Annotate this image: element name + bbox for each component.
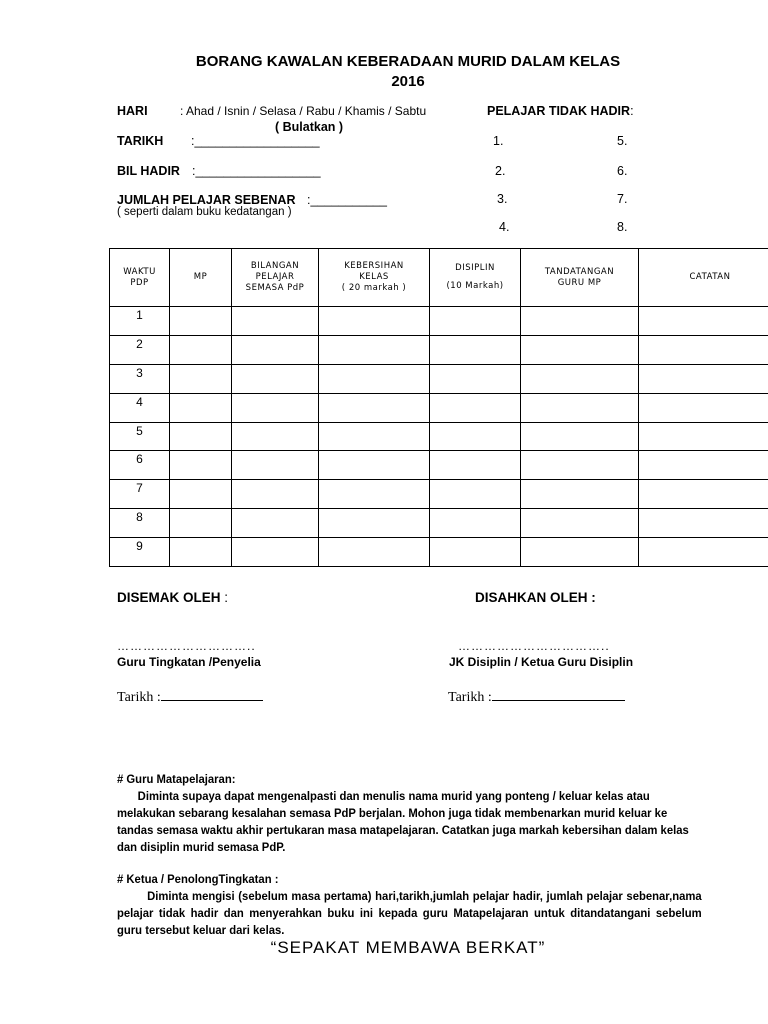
table-row (110, 336, 768, 365)
motto: “SEPAKAT MEMBAWA BERKAT” (270, 938, 546, 957)
guru-notes (117, 771, 702, 856)
cell-input[interactable] (521, 509, 639, 538)
cell-input[interactable] (430, 336, 521, 365)
disemak-label: DISEMAK OLEH : (117, 590, 229, 605)
guru-tingkatan-role: Guru Tingkatan /Penyelia (117, 655, 261, 669)
cell-input[interactable] (232, 365, 319, 394)
cell-input[interactable] (319, 451, 430, 480)
table-row (110, 365, 768, 394)
ketua-text: Diminta mengisi (sebelum masa pertama) hari,tarikh,jumlah pelajar hadir, jumlah pelajar sebenar,nama pelajar tidak hadir dan menyerahkan buku ini kepada guru Matapelajaran untuk ditandatangani sebelum guru tersebut keluar dari kelas. (117, 889, 702, 937)
absent-number: 2. (495, 164, 506, 178)
tarikh-right: Tarikh : (448, 688, 625, 706)
cell-input[interactable] (430, 480, 521, 509)
period-number: 4 (110, 394, 170, 423)
cell-input[interactable] (639, 509, 768, 538)
guru-text: Diminta supaya dapat mengenalpasti dan menulis nama murid yang ponteng / keluar kelas atau melakukan sebarang kesalahan semasa PdP berjalan. Mohon juga tidak membenarkan murid keluar ke tandas semasa waktu akhir pertukaran masa matapelajaran. Catatkan juga markah kebersihan dalam kelas dan disiplin murid semasa PdP. (117, 789, 689, 854)
col-header-catatan: CATATAN (639, 249, 768, 307)
cell-input[interactable] (430, 451, 521, 480)
seperti-note: ( seperti dalam buku kedatangan ) (117, 206, 292, 218)
cell-input[interactable] (232, 480, 319, 509)
cell-input[interactable] (170, 423, 232, 451)
absent-number: 4. (499, 220, 510, 234)
cell-input[interactable] (170, 336, 232, 365)
cell-input[interactable] (232, 336, 319, 365)
cell-input[interactable] (319, 365, 430, 394)
form-title: BORANG KAWALAN KEBERADAAN MURID DALAM KELAS (195, 53, 621, 70)
attendance-table (109, 248, 768, 567)
period-number: 9 (110, 538, 170, 567)
cell-input[interactable] (639, 394, 768, 423)
table-row (110, 394, 768, 423)
cell-input[interactable] (521, 480, 639, 509)
disahkan-label: DISAHKAN OLEH : (475, 590, 596, 605)
jumlah-field[interactable]: :___________ (307, 193, 387, 207)
absent-number: 6. (617, 164, 628, 178)
cell-input[interactable] (639, 307, 768, 336)
absent-number: 8. (617, 220, 628, 234)
cell-input[interactable] (170, 307, 232, 336)
cell-input[interactable] (319, 423, 430, 451)
cell-input[interactable] (232, 394, 319, 423)
tidak-hadir-label: PELAJAR TIDAK HADIR: (487, 104, 634, 118)
bil-hadir-field[interactable]: :__________________ (192, 164, 321, 178)
cell-input[interactable] (430, 365, 521, 394)
cell-input[interactable] (430, 423, 521, 451)
col-header-waktu: WAKTU PDP (110, 249, 170, 307)
cell-input[interactable] (170, 509, 232, 538)
cell-input[interactable] (430, 394, 521, 423)
cell-input[interactable] (170, 480, 232, 509)
table-row (110, 307, 768, 336)
cell-input[interactable] (232, 423, 319, 451)
cell-input[interactable] (521, 365, 639, 394)
period-number: 5 (110, 423, 170, 451)
hari-options[interactable]: : Ahad / Isnin / Selasa / Rabu / Khamis / Sabtu (180, 104, 427, 118)
hari-label: HARI (117, 104, 148, 118)
cell-input[interactable] (639, 480, 768, 509)
cell-input[interactable] (639, 336, 768, 365)
tarikh-right-field[interactable] (492, 688, 625, 701)
tarikh-label: TARIKH (117, 134, 164, 148)
table-row (110, 538, 768, 567)
cell-input[interactable] (430, 509, 521, 538)
signature-line-right[interactable]: …………………………….. (458, 639, 610, 653)
ketua-notes (117, 871, 702, 939)
cell-input[interactable] (319, 509, 430, 538)
cell-input[interactable] (521, 394, 639, 423)
table-row (110, 509, 768, 538)
cell-input[interactable] (170, 394, 232, 423)
table-row (110, 480, 768, 509)
col-header-kebersihan: KEBERSIHAN KELAS ( 20 markah ) (319, 249, 430, 307)
period-number: 3 (110, 365, 170, 394)
jk-disiplin-role: JK Disiplin / Ketua Guru Disiplin (449, 655, 634, 669)
col-header-disiplin: DISIPLIN (10 Markah) (430, 249, 521, 307)
cell-input[interactable] (170, 365, 232, 394)
col-header-bilangan: BILANGAN PELAJAR SEMASA PdP (232, 249, 319, 307)
col-header-tandatangan: TANDATANGAN GURU MP (521, 249, 639, 307)
cell-input[interactable] (319, 394, 430, 423)
ketua-heading: # Ketua / PenolongTingkatan : (117, 872, 279, 886)
cell-input[interactable] (639, 451, 768, 480)
period-number: 6 (110, 451, 170, 480)
cell-input[interactable] (232, 307, 319, 336)
cell-input[interactable] (521, 538, 639, 567)
signature-line-left[interactable]: ………………………….. (117, 639, 256, 653)
table-row (110, 451, 768, 480)
absent-number: 3. (497, 192, 508, 206)
tarikh-left: Tarikh : (117, 688, 263, 706)
absent-number: 1. (493, 134, 504, 148)
period-number: 8 (110, 509, 170, 538)
tarikh-left-field[interactable] (161, 688, 263, 701)
cell-input[interactable] (319, 336, 430, 365)
cell-input[interactable] (639, 538, 768, 567)
cell-input[interactable] (521, 451, 639, 480)
cell-input[interactable] (170, 451, 232, 480)
table-header-row (110, 249, 768, 307)
cell-input[interactable] (430, 307, 521, 336)
cell-input[interactable] (319, 307, 430, 336)
guru-heading: # Guru Matapelajaran: (117, 772, 236, 786)
cell-input[interactable] (521, 336, 639, 365)
bulatkan-note: ( Bulatkan ) (275, 120, 344, 134)
jumlah-label: JUMLAH PELAJAR SEBENAR (117, 193, 296, 207)
period-number: 7 (110, 480, 170, 509)
period-number: 2 (110, 336, 170, 365)
cell-input[interactable] (319, 480, 430, 509)
cell-input[interactable] (521, 423, 639, 451)
cell-input[interactable] (232, 538, 319, 567)
cell-input[interactable] (170, 538, 232, 567)
cell-input[interactable] (521, 307, 639, 336)
cell-input[interactable] (639, 423, 768, 451)
absent-number: 5. (617, 134, 628, 148)
col-header-mp: MP (170, 249, 232, 307)
bil-hadir-label: BIL HADIR (117, 164, 180, 178)
absent-number: 7. (617, 192, 628, 206)
cell-input[interactable] (232, 451, 319, 480)
cell-input[interactable] (319, 538, 430, 567)
form-year: 2016 (391, 73, 425, 90)
cell-input[interactable] (430, 538, 521, 567)
cell-input[interactable] (232, 509, 319, 538)
tarikh-field[interactable]: :__________________ (191, 134, 320, 148)
table-row (110, 423, 768, 451)
cell-input[interactable] (639, 365, 768, 394)
period-number: 1 (110, 307, 170, 336)
